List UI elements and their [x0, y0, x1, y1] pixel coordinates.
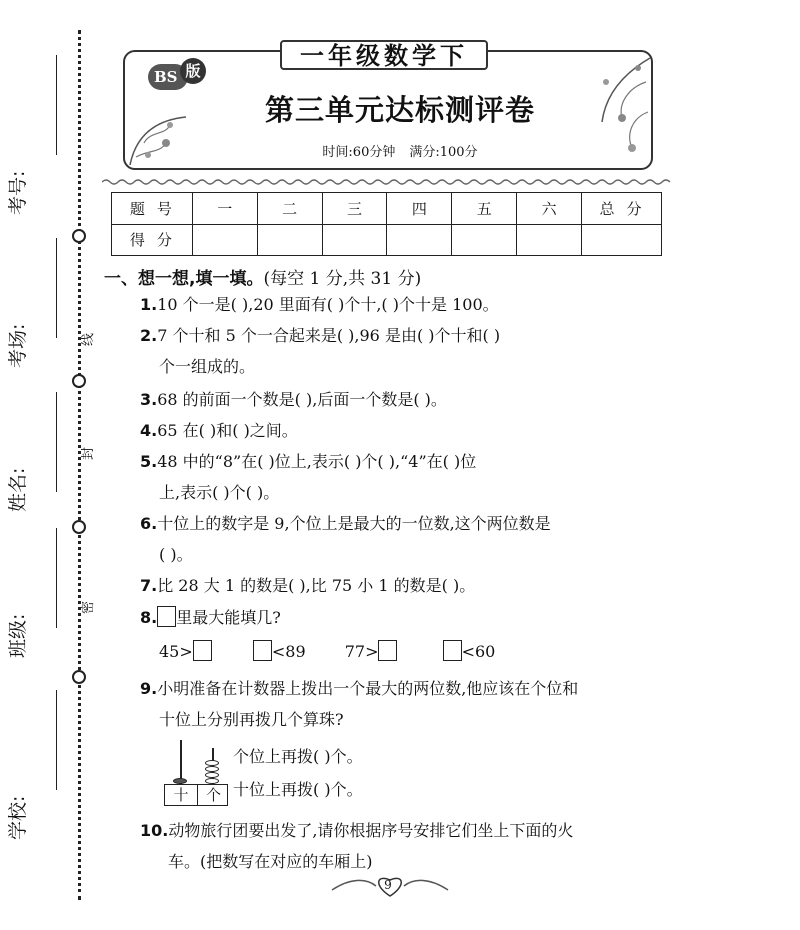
- question-text: 7 个十和 5 个一合起来是( ),96 是由( )个十和( ): [157, 326, 501, 345]
- question-text: 十位上的数字是 9,个位上是最大的一位数,这个两位数是: [157, 514, 551, 533]
- ring-icon: [72, 520, 86, 534]
- exam-full-score: 满分:100分: [409, 145, 478, 160]
- field-label: 学校:: [7, 795, 29, 840]
- section-title-bold: 一、想一想,填一填。: [104, 269, 264, 289]
- question-text: 小明准备在计数器上拨出一个最大的两位数,他应该在个位和: [157, 679, 579, 698]
- grade-ribbon: [280, 34, 488, 74]
- page-number: 9: [384, 878, 392, 892]
- abacus-figure: [162, 738, 232, 808]
- table-header-cell: 二: [257, 193, 322, 225]
- table-row: [112, 193, 662, 225]
- score-cell[interactable]: [192, 224, 257, 256]
- answer-box[interactable]: [378, 640, 397, 661]
- ring-icon: [72, 670, 86, 684]
- question-3: 3.68 的前面一个数是( ),后面一个数是( )。: [140, 390, 447, 409]
- question-text: 65 在( )和( )之间。: [157, 421, 298, 440]
- question-text: 上,表示( )个( )。: [159, 483, 280, 502]
- table-header-cell: 一: [192, 193, 257, 225]
- table-header-cell: 六: [517, 193, 582, 225]
- table-header-cell: 题号: [112, 193, 193, 225]
- ring-icon: [72, 374, 86, 388]
- school-field[interactable]: [8, 680, 72, 840]
- field-label: 考号:: [7, 170, 29, 215]
- score-cell[interactable]: [582, 224, 662, 256]
- field-label: 班级:: [7, 613, 29, 658]
- binding-margin: [0, 0, 100, 930]
- tens-answer: 十位上再拨( )个。: [233, 780, 363, 799]
- question-10: 10.动物旅行团要出发了,请你根据序号安排它们坐上下面的火 车。(把数写在对应的车厢上): [140, 821, 574, 871]
- question-6: 6.十位上的数字是 9,个位上是最大的一位数,这个两位数是 ( )。: [140, 514, 551, 564]
- answer-box[interactable]: [193, 640, 212, 661]
- exam-number-field[interactable]: [8, 55, 72, 215]
- question-text: 个一组成的。: [159, 357, 256, 376]
- cut-line: [78, 30, 81, 900]
- ring-icon: [72, 229, 86, 243]
- name-field[interactable]: [8, 352, 72, 512]
- field-label: 姓名:: [7, 467, 29, 512]
- question-text: ( )。: [159, 545, 193, 564]
- question-text: 48 中的“8”在( )位上,表示( )个( ),“4”在( )位: [157, 452, 477, 471]
- question-text: 比 28 大 1 的数是( ),比 75 小 1 的数是( )。: [157, 576, 476, 595]
- exam-meta: [200, 141, 600, 160]
- answer-box[interactable]: [443, 640, 462, 661]
- score-cell[interactable]: [452, 224, 517, 256]
- seal-word: 封: [81, 446, 97, 461]
- question-4: 4.65 在( )和( )之间。: [140, 421, 298, 440]
- exam-room-field[interactable]: [8, 208, 72, 368]
- section-title: [104, 264, 421, 289]
- question-5: 5.48 中的“8”在( )位上,表示( )个( ),“4”在( )位 上,表示( )个( )。: [140, 452, 477, 502]
- score-cell[interactable]: [322, 224, 387, 256]
- grade-ribbon-text: 一年级数学下: [300, 42, 468, 70]
- table-header-cell: 五: [452, 193, 517, 225]
- question-1: 1.10 个一是( ),20 里面有( )个十,( )个十是 100。: [140, 295, 499, 314]
- comparison-row: 45> <89 77> <60: [159, 642, 496, 661]
- question-text: 10 个一是( ),20 里面有( )个十,( )个十是 100。: [157, 295, 499, 314]
- answer-box[interactable]: [253, 640, 272, 661]
- field-label: 考场:: [7, 323, 29, 368]
- table-header-cell: 三: [322, 193, 387, 225]
- table-row: [112, 224, 662, 256]
- ones-answer: 个位上再拨( )个。: [233, 747, 363, 766]
- question-text: 动物旅行团要出发了,请你根据序号安排它们坐上下面的火: [168, 821, 574, 840]
- question-2: 2.7 个十和 5 个一合起来是( ),96 是由( )个十和( ) 个一组成的。: [140, 326, 501, 376]
- question-text: 十位上分别再拨几个算珠?: [159, 710, 344, 729]
- score-table: [111, 192, 662, 256]
- question-7: 7.比 28 大 1 的数是( ),比 75 小 1 的数是( )。: [140, 576, 476, 595]
- table-header-cell: 四: [387, 193, 452, 225]
- question-9: 9.小明准备在计数器上拨出一个最大的两位数,他应该在个位和 十位上分别再拨几个算珠?: [140, 679, 579, 729]
- abacus-frame: 十 个: [164, 784, 228, 806]
- answer-box[interactable]: [157, 606, 176, 627]
- seal-word: 线: [81, 332, 97, 347]
- question-text: 车。(把数写在对应的车厢上): [168, 852, 373, 871]
- exam-time: 时间:60分钟: [322, 145, 396, 160]
- edition-char: 版: [180, 58, 206, 84]
- question-text: 里最大能填几?: [176, 608, 281, 627]
- question-8: 8. 里最大能填几?: [140, 608, 281, 627]
- section-note: (每空 1 分,共 31 分): [263, 269, 422, 289]
- score-cell[interactable]: [387, 224, 452, 256]
- edition-badge: BS: [148, 64, 188, 90]
- seal-word: 密: [81, 600, 97, 615]
- question-text: 68 的前面一个数是( ),后面一个数是( )。: [157, 390, 447, 409]
- class-field[interactable]: [8, 498, 72, 658]
- score-cell[interactable]: [517, 224, 582, 256]
- page-footer: [0, 872, 800, 902]
- wavy-divider: [102, 178, 674, 186]
- floral-corner-left-icon: [126, 95, 196, 169]
- table-header-cell: 总分: [582, 193, 662, 225]
- score-cell[interactable]: [257, 224, 322, 256]
- page-title: 第三单元达标测评卷: [264, 93, 535, 127]
- table-row-label: 得分: [112, 224, 193, 256]
